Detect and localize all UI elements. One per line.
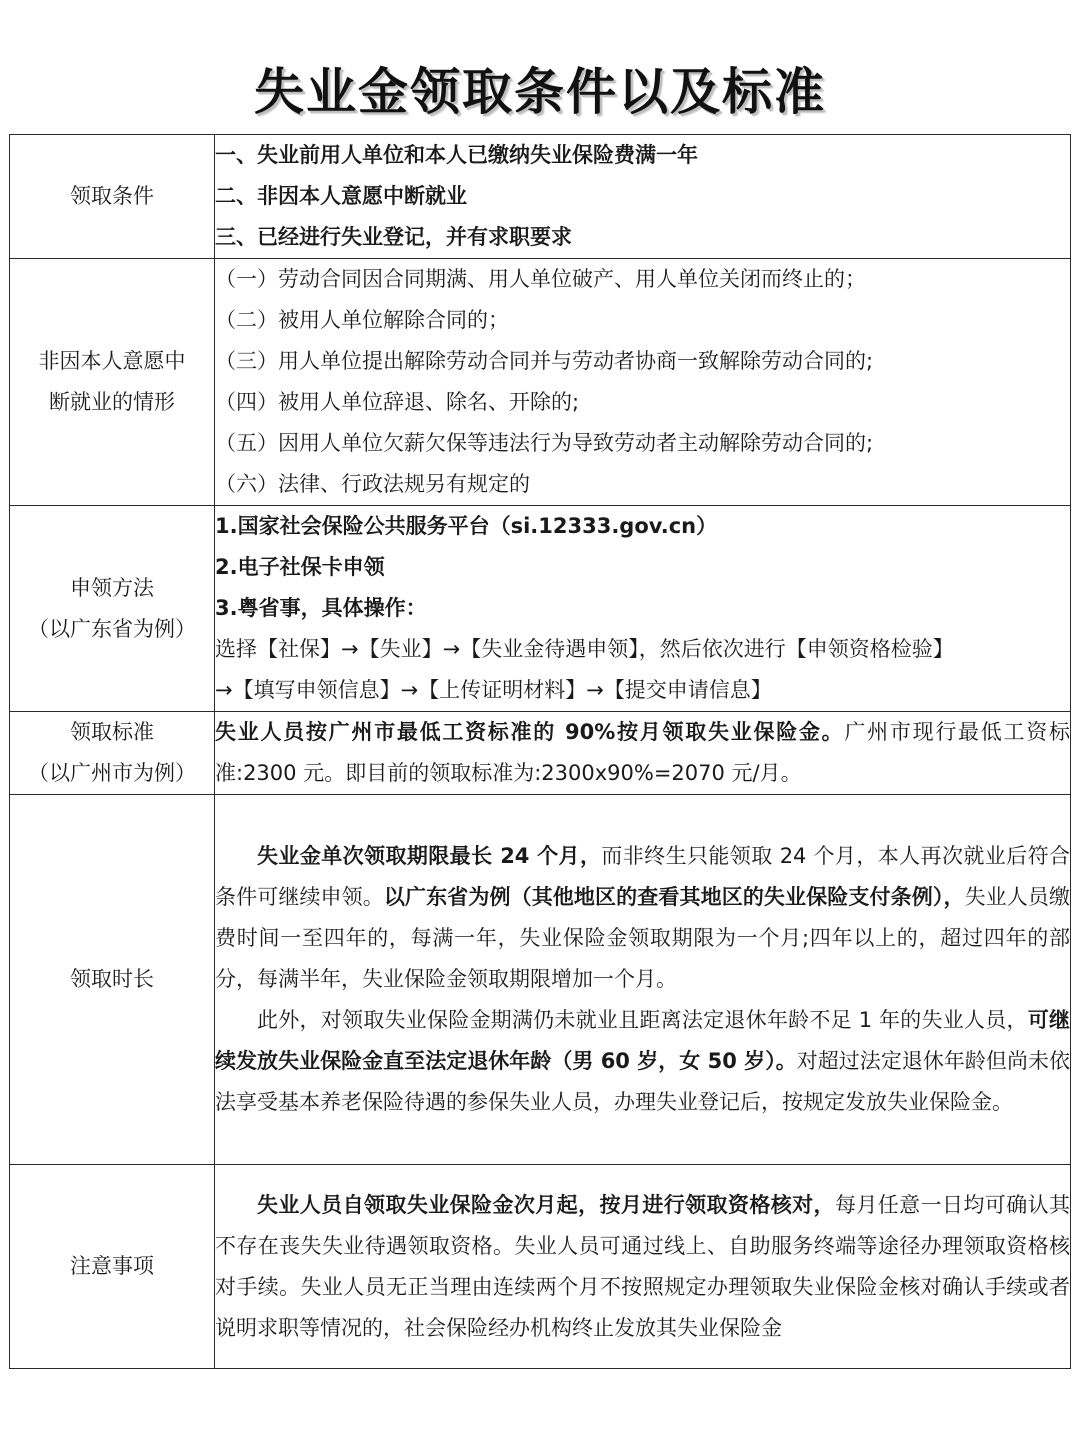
label-line: 非因本人意愿中: [38, 349, 186, 373]
table-row-standard: [10, 712, 1071, 795]
content-apply-method: [215, 506, 1071, 712]
content-conditions: [215, 135, 1071, 259]
label-standard: [10, 712, 215, 795]
apply-steps-line: 选择【社保】→【失业】→【失业金待遇申领】，然后依次进行【申领资格检验】: [215, 637, 954, 661]
unemployment-benefit-table: [9, 134, 1071, 1369]
content-duration: [215, 795, 1071, 1165]
table-row-duration: [10, 795, 1071, 1165]
involuntary-item: （二）被用人单位解除合同的；: [215, 308, 509, 332]
content-involuntary: [215, 259, 1071, 506]
page-title: 失业金领取条件以及标准: [254, 63, 826, 121]
label-duration: 领取时长: [10, 795, 215, 1165]
label-involuntary: [10, 259, 215, 506]
duration-text-4: 对超过法定退休年龄但尚未依法享受基本养老保险待遇的参保失业人员，办理失业登记后，按规定发放失业保险金。: [215, 1049, 1070, 1114]
label-line: 断就业的情形: [49, 390, 175, 414]
table-row-conditions: [10, 135, 1071, 259]
table-row-notes: [10, 1165, 1071, 1369]
notes-paragraph: [215, 1185, 1070, 1349]
table-row-apply-method: [10, 506, 1071, 712]
involuntary-item: （六）法律、行政法规另有规定的: [215, 472, 530, 496]
label-notes: 注意事项: [10, 1165, 215, 1369]
notes-bold: 失业人员自领取失业保险金次月起，按月进行领取资格核对，: [257, 1192, 835, 1217]
apply-method-item: 3.粤省事，具体操作：: [215, 596, 427, 620]
apply-steps-line: →【填写申领信息】→【上传证明材料】→【提交申请信息】: [215, 678, 772, 702]
label-conditions: 领取条件: [10, 135, 215, 259]
content-standard: [215, 712, 1071, 795]
duration-text-3: 此外，对领取失业保险金期满仍未就业且距离法定退休年龄不足 1 年的失业人员，: [257, 1008, 1028, 1032]
content-notes: [215, 1165, 1071, 1369]
label-line: （以广州市为例）: [28, 761, 196, 785]
involuntary-item: （一）劳动合同因合同期满、用人单位破产、用人单位关闭而终止的；: [215, 267, 866, 291]
condition-item: 三、已经进行失业登记，并有求职要求: [215, 225, 572, 249]
duration-paragraph-2: [215, 1000, 1070, 1123]
condition-item: 一、失业前用人单位和本人已缴纳失业保险费满一年: [215, 143, 698, 167]
involuntary-item: （四）被用人单位辞退、除名、开除的;: [215, 390, 580, 414]
duration-text-1: 而非终生只能领取 24 个月，本人再次就业后符合条件可继续申领。: [215, 844, 1070, 909]
duration-paragraph-1: [215, 836, 1070, 1000]
table-row-involuntary: [10, 259, 1071, 506]
standard-bold: 失业人员按广州市最低工资标准的 90%按月领取失业保险金。: [215, 720, 845, 744]
notes-text: 每月任意一日均可确认其不存在丧失失业待遇领取资格。失业人员可通过线上、自助服务终端等途径办理领取资格核对手续。失业人员无正当理由连续两个月不按照规定办理领取失业保险金核对确认手续或者说明求职等情况的，社会保险经办机构终止发放其失业保险金: [215, 1192, 1071, 1340]
duration-bold-2: 以广东省为例（其他地区的查看其地区的失业保险支付条例），: [383, 885, 965, 909]
duration-text-2: 失业人员缴费时间一至四年的，每满一年，失业保险金领取期限为一个月;四年以上的，超过四年的部分，每满半年，失业保险金领取期限增加一个月。: [215, 885, 1071, 991]
label-line: （以广东省为例）: [28, 616, 196, 641]
involuntary-item: （三）用人单位提出解除劳动合同并与劳动者协商一致解除劳动合同的;: [215, 349, 874, 373]
duration-bold-1: 失业金单次领取期限最长 24 个月，: [257, 844, 602, 868]
standard-text: [215, 712, 1070, 794]
label-apply-method: [10, 506, 215, 712]
apply-method-item: 2.电子社保卡申领: [215, 555, 385, 579]
apply-method-item: 1.国家社会保险公共服务平台（si.12333.gov.cn）: [215, 514, 718, 538]
involuntary-item: （五）因用人单位欠薪欠保等违法行为导致劳动者主动解除劳动合同的;: [215, 431, 874, 455]
label-line: 申领方法: [70, 575, 154, 600]
condition-item: 二、非因本人意愿中断就业: [215, 184, 467, 208]
standard-normal: 广州市现行最低工资标准:2300 元。即目前的领取标准为:2300x90%=2070 元/月。: [215, 720, 1070, 785]
label-line: 领取标准: [70, 720, 154, 744]
duration-bold-3: 可继续发放失业保险金直至法定退休年龄（男 60 岁，女 50 岁）。: [215, 1008, 1070, 1073]
